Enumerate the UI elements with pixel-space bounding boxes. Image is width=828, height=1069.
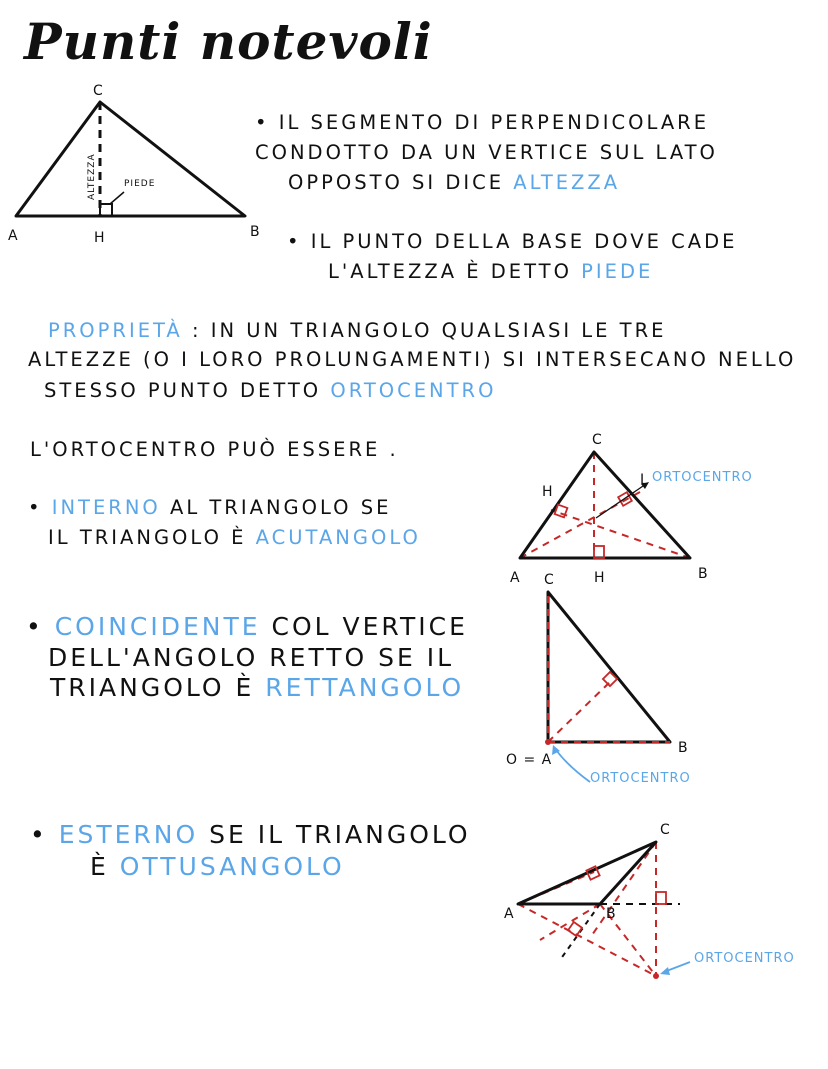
coincidente-line1: • COINCIDENTE COL VERTICE xyxy=(26,612,468,641)
fig2-label-ortocentro: ORTOCENTRO xyxy=(652,470,753,485)
fig1-label-h: H xyxy=(94,230,106,246)
def-altezza-line3: OPPOSTO SI DICE ALTEZZA xyxy=(288,171,621,194)
fig1-label-piede: PIEDE xyxy=(124,179,156,189)
coincidente-line2: DELL'ANGOLO RETTO SE IL xyxy=(48,643,455,672)
interno-line1: • INTERNO AL TRIANGOLO SE xyxy=(28,496,392,519)
proprieta-label: PROPRIETÀ xyxy=(48,319,183,342)
fig4-label-c: C xyxy=(660,822,671,838)
fig1-label-c: C xyxy=(93,83,104,99)
fig2-label-b: B xyxy=(698,566,709,582)
fig2-label-l: L xyxy=(640,472,649,488)
fig2-label-h: H xyxy=(542,484,554,500)
term-altezza: ALTEZZA xyxy=(513,171,621,194)
proprieta-line2: ALTEZZE (O I LORO PROLUNGAMENTI) SI INTERSECANO NELLO xyxy=(28,348,797,371)
fig3-label-oa: O = A xyxy=(506,752,553,768)
term-acutangolo: ACUTANGOLO xyxy=(255,526,421,549)
def-piede-line1: • IL PUNTO DELLA BASE DOVE CADE xyxy=(287,230,738,253)
fig4-label-a: A xyxy=(504,906,515,922)
def-altezza-line2: CONDOTTO DA UN VERTICE SUL LATO xyxy=(255,141,718,164)
term-ortocentro: ORTOCENTRO xyxy=(330,379,497,402)
term-coincidente: COINCIDENTE xyxy=(54,612,261,641)
coincidente-line3: TRIANGOLO È RETTANGOLO xyxy=(50,673,465,702)
fig3-label-ortocentro: ORTOCENTRO xyxy=(590,771,691,786)
fig1-label-b: B xyxy=(250,224,261,240)
term-interno: INTERNO xyxy=(51,496,161,519)
fig2-label-a: A xyxy=(510,570,521,586)
fig4-label-b: B xyxy=(606,906,617,922)
ortocentro-intro: L'ORTOCENTRO PUÒ ESSERE . xyxy=(30,438,399,461)
interno-line2: IL TRIANGOLO È ACUTANGOLO xyxy=(48,526,421,549)
def-altezza-line1: • IL SEGMENTO DI PERPENDICOLARE xyxy=(255,111,710,134)
proprieta-line1: PROPRIETÀ : IN UN TRIANGOLO QUALSIASI LE TRE xyxy=(48,319,667,342)
esterno-line1: • ESTERNO SE IL TRIANGOLO xyxy=(30,820,471,849)
fig2-label-h2: H xyxy=(594,570,606,586)
fig1-label-a: A xyxy=(8,228,19,244)
fig2-label-c: C xyxy=(592,432,603,448)
term-rettangolo: RETTANGOLO xyxy=(265,673,465,702)
page-title: Punti notevoli xyxy=(24,12,433,71)
term-esterno: ESTERNO xyxy=(58,820,199,849)
fig3-label-c: C xyxy=(544,572,555,588)
esterno-line2: È OTTUSANGOLO xyxy=(90,852,345,881)
fig4-label-ortocentro: ORTOCENTRO xyxy=(694,951,795,966)
fig3-label-b: B xyxy=(678,740,689,756)
term-piede: PIEDE xyxy=(581,260,654,283)
term-ottusangolo: OTTUSANGOLO xyxy=(119,852,345,881)
fig1-label-altezza: ALTEZZA xyxy=(87,153,97,200)
def-piede-line2: L'ALTEZZA È DETTO PIEDE xyxy=(328,260,654,283)
proprieta-line3: STESSO PUNTO DETTO ORTOCENTRO xyxy=(44,379,497,402)
